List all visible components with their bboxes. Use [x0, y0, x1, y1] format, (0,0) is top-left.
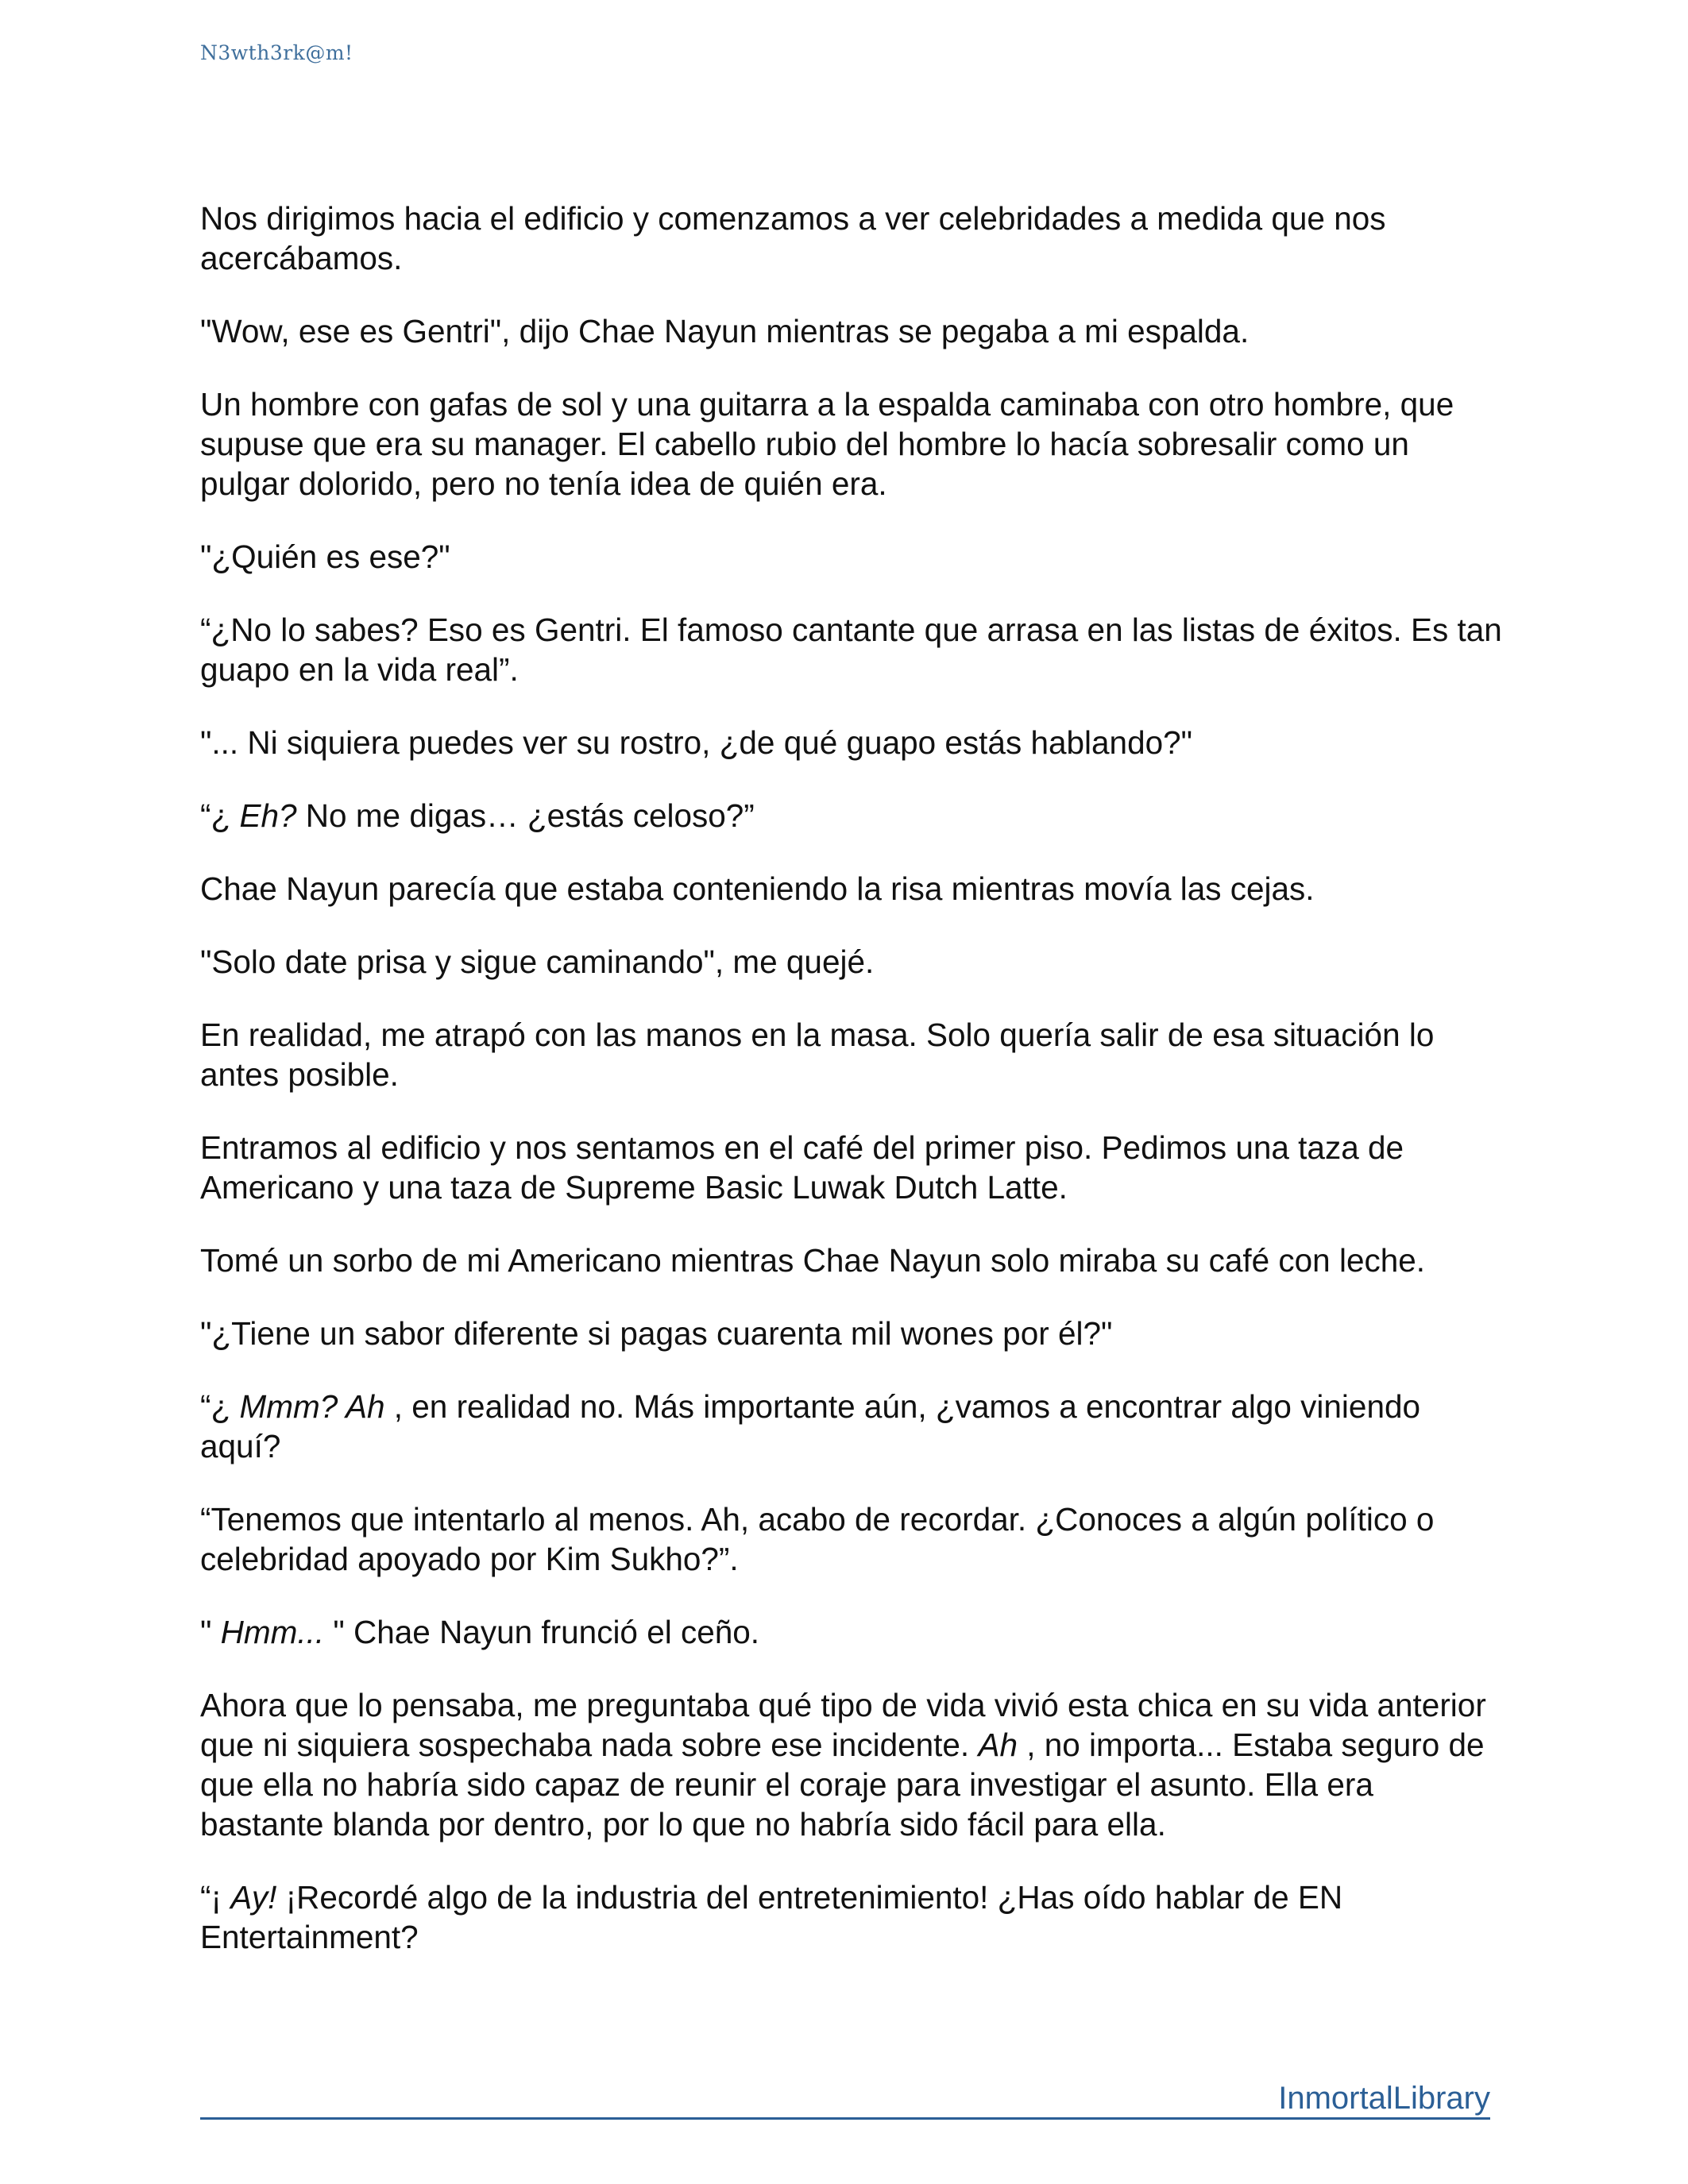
paragraph — [200, 610, 1503, 689]
text-run: , no importa... Estaba seguro de que ella no habría sido capaz de reunir el coraje para investigar el asunto. Ella era bastante blanda por dentro, por lo que no habría sido fácil para ella. — [200, 1727, 1485, 1843]
italic-text: Ah — [978, 1727, 1018, 1763]
text-run: " — [200, 1614, 221, 1650]
paragraph — [200, 1314, 1503, 1353]
italic-text: Hmm... — [220, 1614, 325, 1650]
paragraph — [200, 1387, 1503, 1466]
text-run: Entramos al edificio y nos sentamos en el café del primer piso. Pedimos una taza de Americano y una taza de Supreme Basic Luwak Dutch Latte. — [200, 1129, 1404, 1206]
paragraph — [200, 1877, 1503, 1957]
text-run: Tomé un sorbo de mi Americano mientras Chae Nayun solo miraba su café con leche. — [200, 1242, 1426, 1279]
header-watermark: N3wth3rk@m! — [200, 41, 353, 64]
text-run: En realidad, me atrapó con las manos en la masa. Solo quería salir de esa situación lo antes posible. — [200, 1017, 1435, 1093]
text-run: "¿Tiene un sabor diferente si pagas cuarenta mil wones por él?" — [200, 1315, 1113, 1352]
text-run: No me digas… ¿estás celoso?” — [296, 797, 755, 834]
paragraph — [200, 1241, 1503, 1280]
text-run: Ahora que lo pensaba, me preguntaba qué tipo de vida vivió esta chica en su vida anterior que ni siquiera sospechaba nada sobre ese incidente. — [200, 1687, 1486, 1763]
text-run: Nos dirigimos hacia el edificio y comenzamos a ver celebridades a medida que nos acercábamos. — [200, 200, 1386, 276]
paragraph — [200, 942, 1503, 982]
italic-text: Eh? — [239, 797, 297, 834]
paragraph — [200, 796, 1503, 835]
text-run: "... Ni siquiera puedes ver su rostro, ¿de qué guapo estás hablando?" — [200, 724, 1193, 761]
italic-text: Ay! — [230, 1879, 277, 1916]
text-run: “¿ — [200, 1388, 240, 1425]
text-run: " Chae Nayun frunció el ceño. — [324, 1614, 760, 1650]
paragraph — [200, 1612, 1503, 1652]
text-run: , en realidad no. Más importante aún, ¿vamos a encontrar algo viniendo aquí? — [200, 1388, 1421, 1464]
paragraph — [200, 537, 1503, 577]
paragraph — [200, 1685, 1503, 1844]
text-run: “Tenemos que intentarlo al menos. Ah, acabo de recordar. ¿Conoces a algún político o celebridad apoyado por Kim Sukho?”. — [200, 1501, 1435, 1577]
text-run: “¿No lo sabes? Eso es Gentri. El famoso cantante que arrasa en las listas de éxitos. Es tan guapo en la vida real”. — [200, 612, 1502, 688]
paragraph — [200, 1128, 1503, 1207]
paragraph — [200, 723, 1503, 762]
paragraph — [200, 311, 1503, 351]
footer-rule — [200, 2073, 1490, 2120]
document-body — [200, 199, 1503, 1990]
footer-link[interactable]: InmortalLibrary — [1278, 2081, 1490, 2116]
text-run: ¡Recordé algo de la industria del entretenimiento! ¿Has oído hablar de EN Entertainment? — [200, 1879, 1343, 1955]
paragraph — [200, 199, 1503, 278]
paragraph — [200, 1499, 1503, 1579]
paragraph — [200, 1015, 1503, 1094]
paragraph — [200, 384, 1503, 504]
text-run: "¿Quién es ese?" — [200, 538, 450, 575]
text-run: Un hombre con gafas de sol y una guitarra a la espalda caminaba con otro hombre, que supuse que era su manager. El cabello rubio del hombre lo hacía sobresalir como un pulgar dolorido, pero no tenía idea de quién era. — [200, 386, 1454, 502]
italic-text: Mmm? Ah — [239, 1388, 385, 1425]
text-run: "Solo date prisa y sigue caminando", me quejé. — [200, 943, 875, 980]
text-run: Chae Nayun parecía que estaba conteniendo la risa mientras movía las cejas. — [200, 870, 1315, 907]
text-run: “¿ — [200, 797, 240, 834]
paragraph — [200, 869, 1503, 909]
text-run: "Wow, ese es Gentri", dijo Chae Nayun mientras se pegaba a mi espalda. — [200, 313, 1250, 349]
text-run: “¡ — [200, 1879, 231, 1916]
